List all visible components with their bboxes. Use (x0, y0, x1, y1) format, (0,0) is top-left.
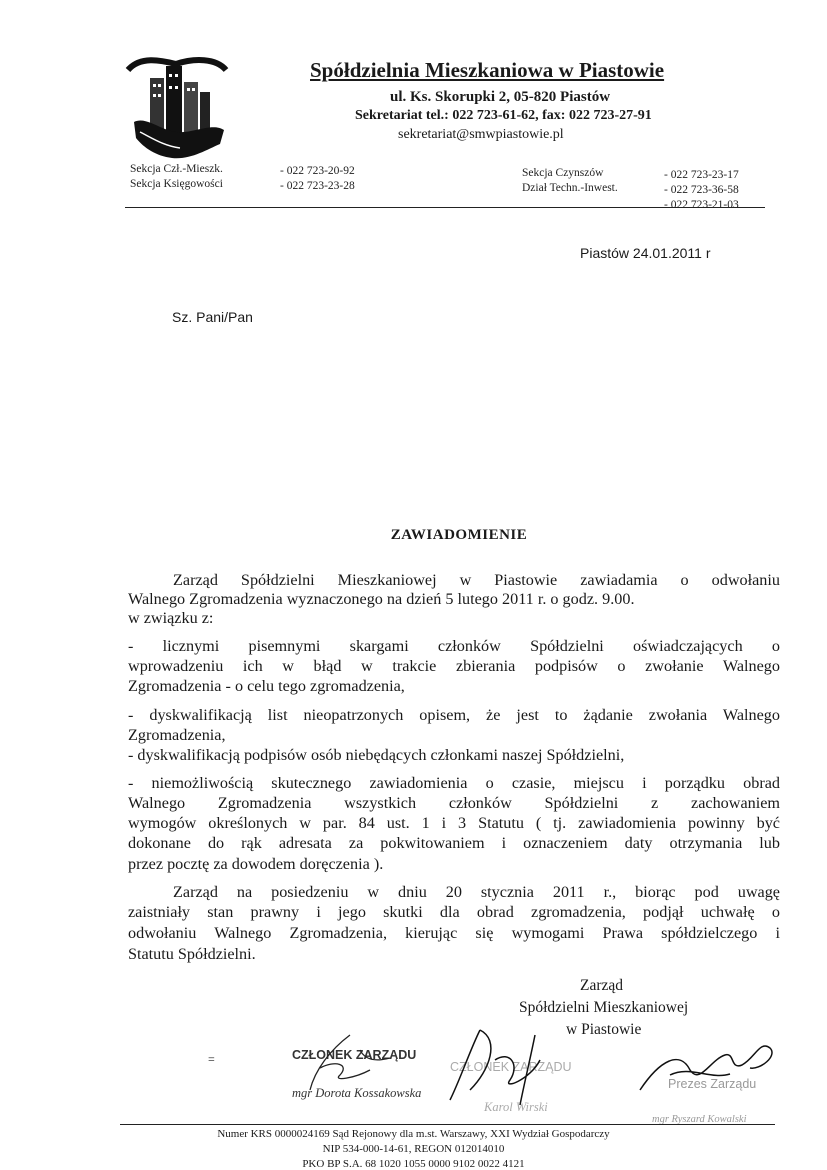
organization-email: sekretariat@smwpiastowie.pl (398, 127, 564, 142)
section-left-label-2: Sekcja Księgowości (130, 178, 223, 190)
section-right-label-1: Sekcja Czynszów (522, 167, 604, 179)
body-line: Statutu Spółdzielni. (128, 945, 256, 963)
section-right-phone-3: - 022 723-21-03 (664, 199, 739, 211)
signature-line-1: Zarząd (580, 977, 624, 994)
stamp-middle-title: CZŁONEK ZARZĄDU (450, 1060, 572, 1074)
stamp-left-name: mgr Dorota Kossakowska (292, 1086, 422, 1100)
section-right-phone-2: - 022 723-36-58 (664, 184, 739, 196)
body-line: - dyskwalifikacją podpisów osób niebędących członkami naszej Spółdzielni, (128, 746, 625, 764)
body-line: Zarząd Spółdzielni Mieszkaniowej w Piastowie zawiadamia o odwołaniu (173, 571, 780, 589)
body-line: zaistniały stan prawny i jego skutki dla obrad zgromadzenia, podjął uchwałę o (128, 903, 780, 921)
section-left-label-1: Sekcja Czł.-Mieszk. (130, 163, 223, 175)
body-line: wprowadzeniu ich w błąd w trakcie zbierania podpisów o zwołanie Walnego (128, 657, 780, 675)
body-line: przez pocztę za dowodem doręczenia ). (128, 855, 384, 873)
section-left-phone-2: - 022 723-23-28 (280, 180, 355, 192)
addressee: Sz. Pani/Pan (172, 309, 253, 325)
organization-address: ul. Ks. Skorupki 2, 05-820 Piastów (390, 89, 611, 105)
letter-date: Piastów 24.01.2011 r (580, 245, 711, 261)
signature-left-scribble (280, 1030, 400, 1100)
signature-line-3: w Piastowie (566, 1021, 642, 1038)
footer-divider (120, 1124, 775, 1125)
organization-phones: Sekretariat tel.: 022 723-61-62, fax: 022 723-27-91 (355, 108, 652, 123)
section-right-phone-1: - 022 723-23-17 (664, 169, 739, 181)
cooperative-logo (120, 52, 232, 164)
body-line: w związku z: (128, 609, 214, 627)
stamp-middle-name: Karol Wirski (484, 1100, 548, 1114)
section-left-phone-1: - 022 723-20-92 (280, 165, 355, 177)
section-right-label-2: Dział Techn.-Inwest. (522, 182, 618, 194)
body-line: dokonane do rąk adresata za pokwitowaniem i oznaczeniem daty otrzymania lub (128, 834, 780, 852)
body-line: wymogów określonych w par. 84 ust. 1 i 3 Statutu ( tj. zawiadomienia powinny być (128, 814, 780, 832)
body-line: Zgromadzenia, (128, 726, 226, 744)
stamp-right-name: mgr Ryszard Kowalski (652, 1114, 747, 1125)
signature-right-scribble (630, 1030, 780, 1100)
header-divider (125, 207, 765, 208)
signature-line-2: Spółdzielni Mieszkaniowej (519, 999, 689, 1016)
body-line: Zgromadzenia - o celu tego zgromadzenia, (128, 677, 405, 695)
body-line: Walnego Zgromadzenia wszystkich członków Spółdzielni z zachowaniem (128, 794, 780, 812)
organization-name: Spółdzielnia Mieszkaniowa w Piastowie (310, 58, 665, 82)
signature-middle-scribble (440, 1020, 570, 1110)
body-line: Zarząd na posiedzeniu w dniu 20 stycznia 2011 r., biorąc pod uwagę (173, 883, 780, 901)
stamp-left-title: CZŁONEK ZARZĄDU (292, 1048, 417, 1062)
stamp-right-title: Prezes Zarządu (668, 1077, 757, 1091)
body-line: Walnego Zgromadzenia wyznaczonego na dzień 5 lutego 2011 r. o godz. 9.00. (128, 590, 635, 608)
body-line: - licznymi pisemnymi skargami członków Spółdzielni oświadczających o (128, 637, 780, 655)
document-title: ZAWIADOMIENIE (390, 527, 528, 543)
footer-line-3: PKO BP S.A. 68 1020 1055 0000 9102 0022 4121 (302, 1158, 525, 1170)
footer-line-2: NIP 534-000-14-61, REGON 012014010 (322, 1143, 505, 1155)
footer-line-1: Numer KRS 0000024169 Sąd Rejonowy dla m.st. Warszawy, XXI Wydział Gospodarczy (217, 1128, 610, 1140)
body-line: - niemożliwością skutecznego zawiadomienia o czasie, miejscu i porządku obrad (128, 774, 780, 792)
body-line: odwołaniu Walnego Zgromadzenia, kierując się wymogami Prawa spółdzielczego i (128, 924, 780, 942)
body-line: - dyskwalifikacją list nieopatrzonych opisem, że jest to żądanie zwołania Walnego (128, 706, 780, 724)
margin-mark: = (208, 1052, 215, 1066)
